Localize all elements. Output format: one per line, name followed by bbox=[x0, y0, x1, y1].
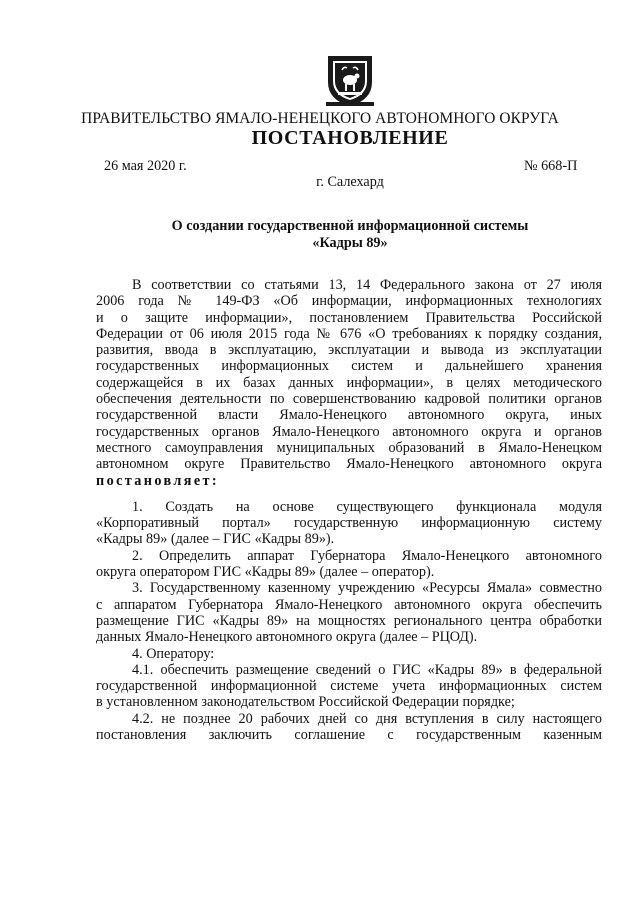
document-type: ПОСТАНОВЛЕНИЕ bbox=[251, 127, 449, 149]
item-line: 4.1. обеспечить размещение сведений о ГИС «Кадры 89» в федеральной bbox=[132, 661, 602, 678]
preamble-line: 2006 года № 149-ФЗ «Об информации, информационных технологиях bbox=[96, 293, 602, 310]
title-line: «Кадры 89» bbox=[312, 234, 388, 251]
preamble-line: обеспечения деятельности по совершенствованию кадровой политики органов bbox=[96, 391, 602, 408]
preamble-line: Федерации от 06 июля 2015 года № 676 «О требованиях к порядку создания, bbox=[96, 325, 602, 342]
item-line: 1. Создать на основе существующего функционала модуля bbox=[132, 498, 602, 515]
preamble-line: государственных органов Ямало-Ненецкого автономного округа и органов bbox=[96, 423, 602, 440]
item-line: постановления заключить соглашение с государственным казенным bbox=[96, 727, 602, 744]
item-line: данных Ямало-Ненецкого автономного округа (далее – РЦОД). bbox=[96, 629, 478, 646]
preamble-line: содержащейся в их базах данных информации», в целях методического bbox=[96, 374, 602, 391]
item-line: с аппаратом Губернатора Ямало-Ненецкого автономного округа обеспечить bbox=[96, 596, 602, 613]
preamble-line: автономном округе Правительство Ямало-Ненецкого автономного округа bbox=[96, 456, 602, 473]
item-line: 4. Оператору: bbox=[132, 645, 215, 662]
item-line: 4.2. не позднее 20 рабочих дней со дня вступления в силу настоящего bbox=[132, 710, 602, 727]
preamble-line: развития, ввода в эксплуатацию, эксплуатации и вывода из эксплуатации bbox=[96, 342, 602, 359]
preamble-line: государственной власти Ямало-Ненецкого автономного округа, иных bbox=[96, 407, 602, 424]
item-line: округа оператором ГИС «Кадры 89» (далее – оператор). bbox=[96, 564, 435, 581]
item-line: государственной информационной системе учета информационных систем bbox=[96, 678, 602, 695]
title-line: О создании государственной информационной системы bbox=[171, 218, 529, 234]
document-number: № 668-П bbox=[524, 158, 578, 174]
item-line: размещение ГИС «Кадры 89» на мощностях регионального центра обработки bbox=[96, 612, 602, 629]
preamble-line: местного самоуправления муниципальных образований в Ямало-Ненецком bbox=[96, 439, 602, 456]
item-line: «Корпоративный портал» государственную информационную систему bbox=[96, 515, 602, 532]
document-title bbox=[0, 218, 640, 251]
item-line: в установленном законодательством Российской Федерации порядке; bbox=[96, 694, 515, 711]
document-city: г. Салехард bbox=[316, 174, 384, 190]
coat-of-arms-icon bbox=[324, 52, 376, 108]
preamble-line: государственных информационных систем и дальнейшего хранения bbox=[96, 358, 602, 375]
item-line: 2. Определить аппарат Губернатора Ямало-Ненецкого автономного bbox=[132, 547, 602, 564]
document-body bbox=[96, 277, 602, 743]
resolves-word: постановляет: bbox=[96, 472, 220, 489]
item-line: «Кадры 89» (далее – ГИС «Кадры 89»). bbox=[96, 531, 335, 548]
item-line: 3. Государственному казенному учреждению «Ресурсы Ямала» совместно bbox=[132, 580, 602, 597]
government-name: ПРАВИТЕЛЬСТВО ЯМАЛО-НЕНЕЦКОГО АВТОНОМНОГО ОКРУГА bbox=[81, 110, 559, 127]
document-date: 26 мая 2020 г. bbox=[104, 158, 187, 174]
preamble-line: В соответствии со статьями 13, 14 Федерального закона от 27 июля bbox=[132, 277, 602, 293]
preamble-line: и о защите информации», постановлением Правительства Российской bbox=[96, 309, 602, 326]
